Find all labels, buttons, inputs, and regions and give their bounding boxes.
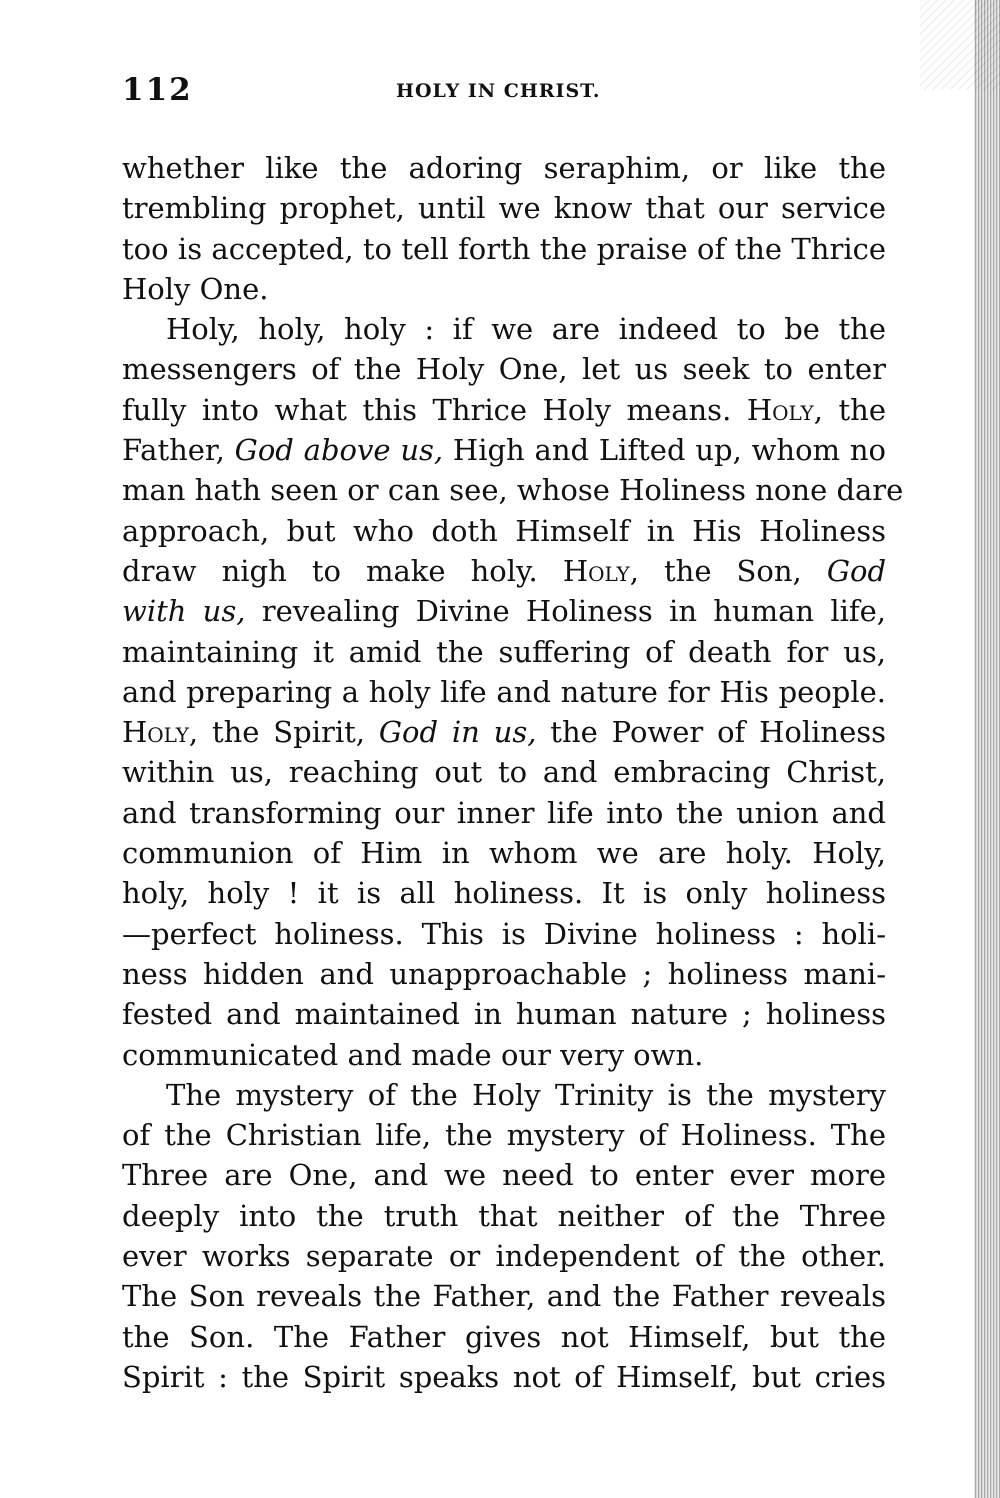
text-line <box>122 551 886 591</box>
text-line <box>122 430 886 470</box>
page-corner-texture <box>920 0 1000 90</box>
text-line: Holy, holy, holy : if we are indeed to be the <box>166 312 886 347</box>
text-line: maintaining it amid the suffering of death for us, <box>122 634 886 669</box>
text-line: ness hidden and unapproachable ; holiness mani- <box>122 956 886 991</box>
page-edge <box>974 0 1000 1498</box>
text-line: ever works separate or independent of the other. <box>122 1239 886 1274</box>
text-line: man hath seen or can see, whose Holiness none dare <box>122 473 904 508</box>
text-line: The mystery of the Holy Trinity is the mystery <box>166 1077 886 1112</box>
text-line: messengers of the Holy One, let us seek to enter <box>122 352 886 387</box>
text-segment: draw nigh to make holy. <box>122 553 538 588</box>
text-line: too is accepted, to tell forth the praise of the Thrice <box>122 231 886 266</box>
italic-phrase: with us, <box>122 594 246 629</box>
running-head <box>122 72 884 112</box>
text-line <box>122 390 886 430</box>
text-line: Holy One. <box>122 271 269 306</box>
text-segment: fully into what this Thrice Holy means. <box>122 392 732 427</box>
body-text <box>122 148 904 1397</box>
text-line: deeply into the truth that neither of the Three <box>122 1198 886 1233</box>
text-segment: revealing Divine Holiness in human life, <box>261 594 887 629</box>
text-line: fested and maintained in human nature ; holiness <box>122 997 886 1032</box>
page-number: 112 <box>122 72 193 108</box>
text-line: the Son. The Father gives not Himself, but the <box>122 1319 886 1354</box>
text-line: Spirit : the Spirit speaks not of Himself, but cries <box>122 1359 886 1394</box>
text-line: of the Christian life, the mystery of Holiness. The <box>122 1118 886 1153</box>
text-line: and preparing a holy life and nature for His people. <box>122 674 886 709</box>
text-line: communicated and made our very own. <box>122 1037 704 1072</box>
text-line: within us, reaching out to and embracing Christ, <box>122 755 886 790</box>
text-line <box>122 712 886 752</box>
text-segment: the <box>838 392 887 427</box>
text-line <box>122 591 886 631</box>
text-line: approach, but who doth Himself in His Holiness <box>122 513 886 548</box>
text-line: whether like the adoring seraphim, or like the <box>122 151 886 185</box>
text-segment: the Spirit, <box>211 715 366 750</box>
text-segment: the Son, <box>664 553 802 588</box>
text-line: and transforming our inner life into the union and <box>122 795 886 830</box>
text-line: trembling prophet, until we know that our service <box>122 191 886 226</box>
italic-phrase: God <box>826 553 887 588</box>
text-line: Three are One, and we need to enter ever more <box>122 1158 886 1193</box>
holy-small-caps: Holy, <box>122 715 199 750</box>
text-segment: Father, <box>122 433 225 468</box>
text-segment: the Power of Holiness <box>550 715 887 750</box>
running-title: HOLY IN CHRIST. <box>396 80 601 102</box>
holy-small-caps: Holy, <box>746 392 823 427</box>
italic-phrase: God above us, <box>234 433 444 468</box>
text-line: The Son reveals the Father, and the Father reveals <box>122 1279 886 1314</box>
text-line: holy, holy ! it is all holiness. It is only holiness <box>122 876 886 911</box>
italic-phrase: God in us, <box>378 715 537 750</box>
text-line: communion of Him in whom we are holy. Holy, <box>122 836 886 871</box>
text-line: —perfect holiness. This is Divine holiness : holi- <box>122 916 886 951</box>
text-segment: High and Lifted up, whom no <box>452 433 887 468</box>
holy-small-caps: Holy, <box>562 553 639 588</box>
